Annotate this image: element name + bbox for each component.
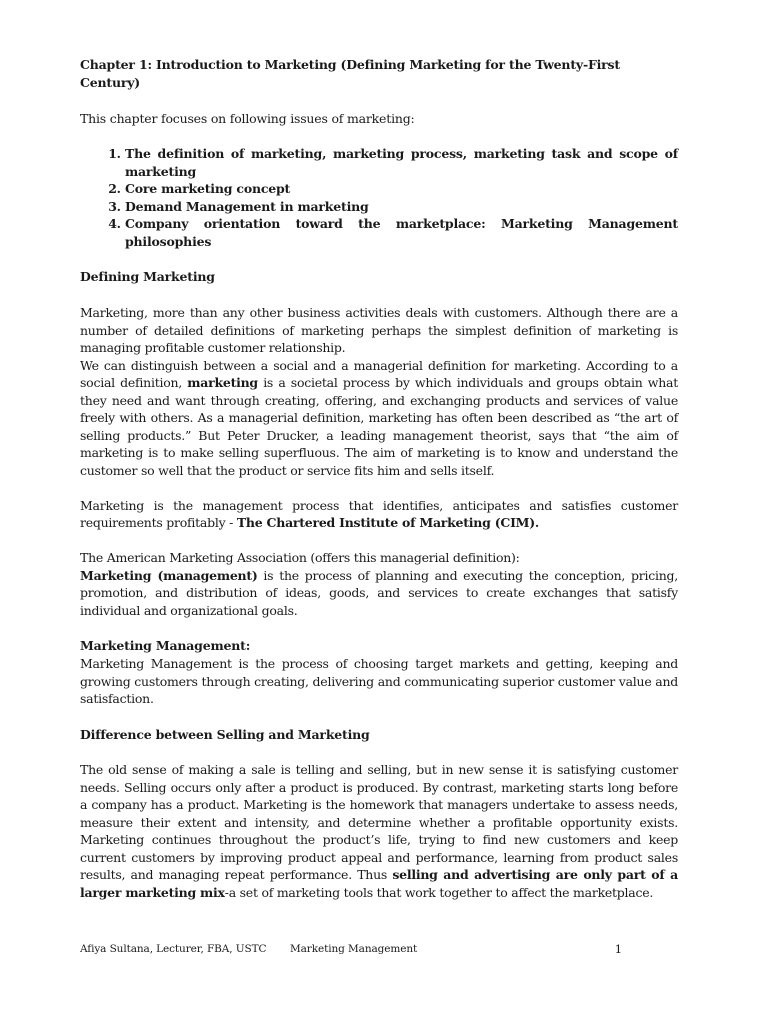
- chapter-title: Chapter 1: Introduction to Marketing (Defining Marketing for the Twenty-First Century): [80, 57, 620, 90]
- paragraph-management: Marketing Management is the process of choosing target markets and getting, keeping and growing customers through creating, delivering and communicating superior customer value and satisfaction.: [80, 656, 678, 706]
- bold-term: The Chartered Institute of Marketing (CIM).: [236, 515, 540, 530]
- paragraph-definition-intro: Marketing, more than any other business activities deals with customers. Although there are a number of detailed definitions of marketing perhaps the simplest definition of marketing is managing profitable customer relationship.: [80, 305, 678, 355]
- paragraph-cim-definition: [80, 497, 678, 532]
- footer-author: Afiya Sultana, Lecturer, FBA, USTC: [80, 943, 267, 955]
- list-item: 4. Company orientation toward the marketplace: Marketing Management philosophies: [125, 215, 678, 250]
- bold-term: Marketing (management): [80, 567, 258, 583]
- footer-course: Marketing Management: [290, 943, 418, 955]
- paragraph-difference: [80, 761, 678, 901]
- issues-list: [80, 145, 678, 250]
- paragraph-ama-definition: [80, 567, 678, 620]
- paragraph-ama-intro: The American Marketing Association (offers this managerial definition):: [80, 550, 520, 565]
- list-item: 1. The definition of marketing, marketing process, marketing task and scope of marketing: [125, 145, 678, 180]
- text-run: is the process of planning and executing the conception, pricing, promotion, and distribution of ideas, goods, and services to create exchanges that satisfy individual and organizational goals.: [80, 567, 678, 618]
- paragraph-social-managerial: [80, 357, 678, 480]
- list-item: 2. Core marketing concept: [125, 180, 678, 198]
- list-item: 3. Demand Management in marketing: [125, 198, 678, 216]
- text-run: Marketing is the management process that identifies, anticipates and satisfies customer requirements profitably -: [80, 497, 678, 530]
- text-run: -a set of marketing tools that work together to affect the marketplace.: [224, 884, 654, 900]
- page-number: 1: [614, 942, 622, 956]
- bold-term: selling and advertising are only part of a larger marketing mix: [80, 867, 678, 900]
- text-run: is a societal process by which individuals and groups obtain what they need and want through creating, offering, and exchanging products and services of value freely with others. As a managerial definition, marketing has often been described as “the art of selling products.” But Peter Drucker, a leading management theorist, says that “the aim of marketing is to make selling superfluous. The aim of marketing is to know and understand the customer so well that the product or service fits him and sells itself.: [80, 375, 678, 478]
- intro-text: This chapter focuses on following issues of marketing:: [80, 111, 415, 126]
- bold-term: marketing: [187, 375, 258, 390]
- text-run: We can distinguish between a social and a managerial definition for marketing. According to a social definition,: [80, 357, 678, 390]
- document-page: [80, 56, 678, 901]
- section-heading-difference: Difference between Selling and Marketing: [80, 726, 370, 742]
- section-heading-defining: Defining Marketing: [80, 269, 215, 284]
- section-heading-management: Marketing Management:: [80, 638, 251, 653]
- text-run: The old sense of making a sale is telling and selling, but in new sense it is satisfying customer needs. Selling occurs only after a product is produced. By contrast, marketing starts long before a company has a product. Marketing is the homework that managers undertake to assess needs, measure their extent and intensity, and determine whether a profitable opportunity exists. Marketing continues throughout the product’s life, trying to find new customers and keep current customers by improving product appeal and performance, learning from product sales results, and managing repeat performance. Thus: [80, 762, 678, 882]
